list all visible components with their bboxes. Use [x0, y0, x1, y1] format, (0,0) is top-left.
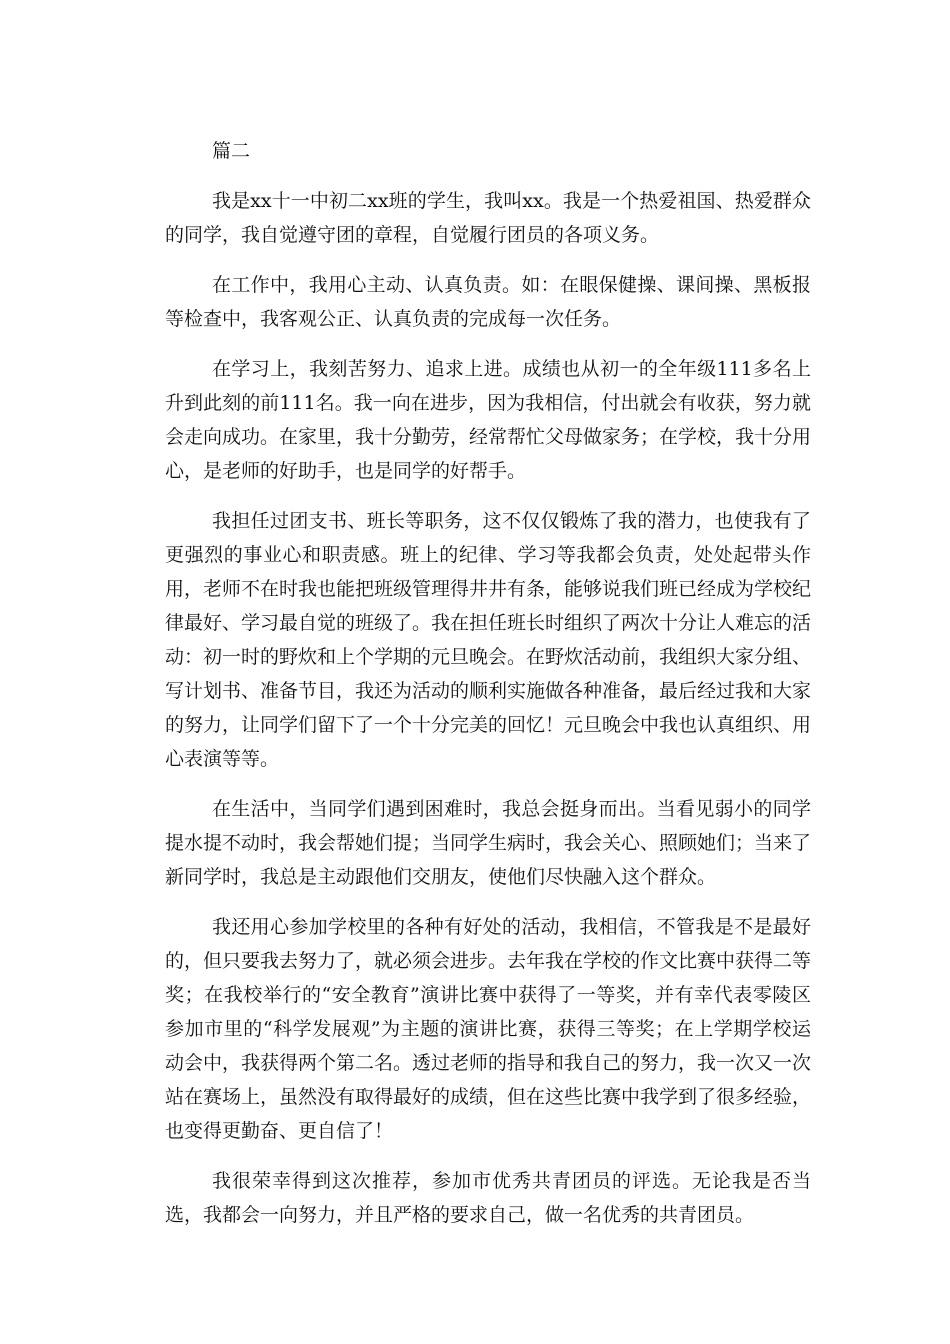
document-body — [165, 134, 811, 1248]
paragraph-self-intro: 我是xx十一中初二xx班的学生，我叫xx。我是一个热爱祖国、热爱群众的同学，我自觉遵守团的章程，自觉履行团员的各项义务。 — [165, 190, 811, 246]
section-heading: 篇二 — [212, 140, 251, 162]
paragraph-study: 在学习上，我刻苦努力、追求上进。成绩也从初一的全年级111多名上升到此刻的前111名。我一向在进步，因为我相信，付出就会有收获，努力就会走向成功。在家里，我十分勤劳，经常帮忙父母做家务；在学校，我十分用心，是老师的好助手，也是同学的好帮手。 — [165, 358, 812, 482]
paragraph-conclusion: 我很荣幸得到这次推荐，参加市优秀共青团员的评选。无论我是否当选，我都会一向努力，并且严格的要求自己，做一名优秀的共青团员。 — [165, 1170, 811, 1226]
paragraph-activities: 我还用心参加学校里的各种有好处的活动，我相信，不管我是不是最好的，但只要我去努力了，就必须会进步。去年我在学校的作文比赛中获得二等奖；在我校举行的“安全教育”演讲比赛中获得了一等奖，并有幸代表零陵区参加市里的“科学发展观”为主题的演讲比赛，获得三等奖；在上学期学校运动会中，我获得两个第二名。透过老师的指导和我自己的努力，我一次又一次站在赛场上，虽然没有取得最好的成绩，但在这些比赛中我学到了很多经验，也变得更勤奋、更自信了！ — [165, 916, 812, 1142]
paragraph-work: 在工作中，我用心主动、认真负责。如：在眼保健操、课间操、黑板报等检查中，我客观公正、认真负责的完成每一次任务。 — [165, 274, 811, 330]
paragraph-life: 在生活中，当同学们遇到困难时，我总会挺身而出。当看见弱小的同学提水提不动时，我会帮她们提；当同学生病时，我会关心、照顾她们；当来了新同学时，我总是主动跟他们交朋友，使他们尽快融入这个群众。 — [165, 798, 812, 888]
paragraph-duties: 我担任过团支书、班长等职务，这不仅仅锻炼了我的潜力，也使我有了更强烈的事业心和职责感。班上的纪律、学习等我都会负责，处处起带头作用，老师不在时我也能把班级管理得井井有条，能够说我们班已经成为学校纪律最好、学习最自觉的班级了。我在担任班长时组织了两次十分让人难忘的活动：初一时的野炊和上个学期的元旦晚会。在野炊活动前，我组织大家分组、写计划书、准备节目，我还为活动的顺利实施做各种准备，最后经过我和大家的努力，让同学们留下了一个十分完美的回忆！元旦晚会中我也认真组织、用心表演等等。 — [165, 510, 812, 770]
